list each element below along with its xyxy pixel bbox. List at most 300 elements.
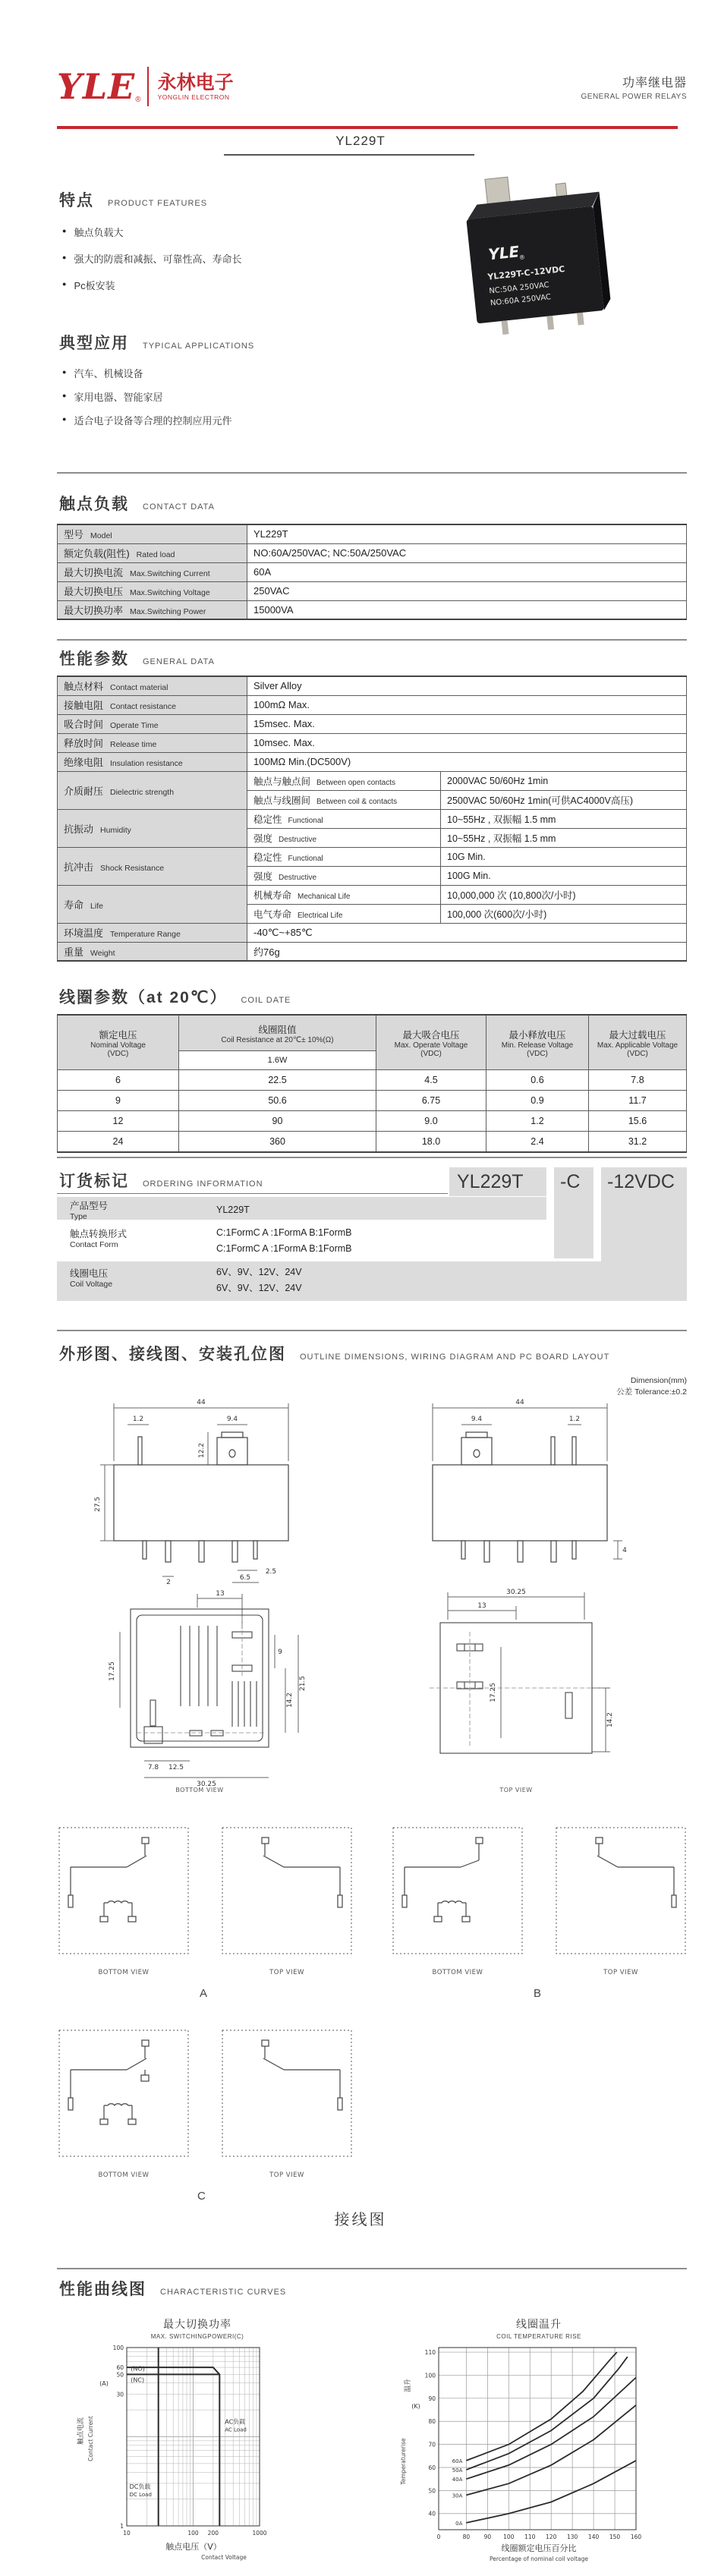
dim-bottom-1: 7.8 bbox=[147, 1764, 159, 1771]
outline-top-view bbox=[402, 1586, 630, 1793]
row-value: 100G Min. bbox=[441, 866, 687, 885]
relay-outline-shapes bbox=[433, 1432, 607, 1562]
row-label-zh: 型号 bbox=[64, 529, 84, 541]
x-axis-label-zh: 触点电压（V） bbox=[165, 2542, 222, 2552]
logo-text: YLE bbox=[57, 66, 136, 107]
feature-text: 强大的防震和减振、可靠性高、寿命长 bbox=[74, 254, 242, 265]
table-row bbox=[58, 562, 687, 581]
row-label-zh: 额定负载(阻性) bbox=[64, 548, 130, 559]
relay-bottom-pin bbox=[577, 313, 584, 326]
row-value: 2000VAC 50/60Hz 1min bbox=[441, 771, 687, 790]
table-row bbox=[58, 1132, 687, 1153]
wiring-group-letter-a: A bbox=[200, 1987, 208, 2000]
ordering-value-voltage bbox=[216, 1264, 302, 1296]
col-header-zh: 最小释放电压 bbox=[508, 1029, 566, 1041]
row-value: 250VAC bbox=[247, 581, 687, 600]
table-row bbox=[58, 581, 687, 600]
general-data-table bbox=[57, 675, 687, 962]
x-tick-label: 0 bbox=[436, 2533, 441, 2540]
series-label: 0A bbox=[455, 2520, 463, 2527]
ordering-label-zh: 触点转换形式 bbox=[70, 1229, 128, 1239]
row-label-en: Max.Switching Power bbox=[130, 606, 206, 616]
chart-title-zh: 最大切换功率 bbox=[163, 2318, 231, 2330]
coil-temperature-rise-plot bbox=[395, 2340, 683, 2568]
brand-name-en: YONGLIN ELECTRON bbox=[157, 93, 230, 101]
list-item bbox=[62, 389, 231, 404]
sub-label-en: Functional bbox=[288, 816, 323, 825]
ordering-label-zh: 产品型号 bbox=[70, 1201, 109, 1211]
wiring-a-bottom bbox=[57, 1825, 190, 1985]
list-item bbox=[62, 413, 231, 427]
cell-max-v: 15.6 bbox=[589, 1111, 687, 1132]
applications-heading-en: TYPICAL APPLICATIONS bbox=[143, 342, 255, 351]
table-row bbox=[58, 714, 687, 733]
cell-operate-v: 9.0 bbox=[376, 1111, 486, 1132]
sub-label-zh: 触点与触点间 bbox=[253, 776, 311, 787]
view-label: TOP VIEW bbox=[499, 1787, 533, 1793]
coil-power-subheader: 1.6W bbox=[179, 1051, 376, 1070]
dim-pin-small: 1.2 bbox=[568, 1416, 581, 1423]
ordering-code-voltage: -12VDC bbox=[607, 1171, 675, 1192]
coil-data-table bbox=[57, 1014, 687, 1153]
row-label-en: Insulation resistance bbox=[110, 759, 183, 768]
sub-label-zh: 电气寿命 bbox=[253, 909, 292, 920]
view-label: BOTTOM VIEW bbox=[175, 1787, 224, 1793]
cell-operate-v: 6.75 bbox=[376, 1091, 486, 1111]
x-axis-label-en: Contact Voltage bbox=[201, 2554, 247, 2561]
row-label-en: Contact resistance bbox=[110, 702, 176, 711]
x-tick-label: 110 bbox=[524, 2533, 536, 2540]
list-item bbox=[62, 278, 241, 292]
list-item bbox=[62, 225, 241, 239]
sub-label-en: Electrical Life bbox=[298, 911, 343, 920]
row-value: 60A bbox=[247, 562, 687, 581]
plot-annotation: (NC) bbox=[131, 2376, 145, 2384]
dim-pin-width: 2.5 bbox=[265, 1568, 277, 1576]
view-label: BOTTOM VIEW bbox=[98, 2171, 150, 2179]
row-label-zh: 绝缘电阻 bbox=[64, 757, 104, 768]
col-header-unit: (VDC) bbox=[527, 1049, 548, 1058]
col-header-zh: 最大过载电压 bbox=[609, 1029, 666, 1041]
chart-coil-temperature-rise bbox=[395, 2316, 683, 2571]
wiring-c-top bbox=[220, 2028, 354, 2187]
row-value: NO:60A/250VAC; NC:50A/250VAC bbox=[247, 543, 687, 562]
dimension-lines bbox=[100, 1403, 288, 1582]
ordering-value-line: C:1FormC A :1FormA B:1FormB bbox=[216, 1243, 352, 1254]
y-tick-label: 80 bbox=[428, 2418, 436, 2426]
cell-voltage: 9 bbox=[58, 1091, 179, 1111]
sub-label-zh: 强度 bbox=[253, 833, 273, 844]
series-label: 50A bbox=[452, 2467, 463, 2474]
brand-name-zh: 永林电子 bbox=[157, 71, 234, 93]
ordering-label-en: Coil Voltage bbox=[70, 1280, 113, 1289]
category-en: GENERAL POWER RELAYS bbox=[581, 93, 687, 101]
row-label-en: Release time bbox=[110, 740, 157, 749]
row-label-en: Rated load bbox=[136, 550, 175, 559]
y-tick-label: 50 bbox=[428, 2487, 436, 2495]
row-label-en: Weight bbox=[90, 948, 115, 958]
row-value: 100MΩ Min.(DC500V) bbox=[247, 752, 687, 771]
product-category bbox=[581, 73, 687, 101]
photo-nc-rating: NC:50A 250VAC bbox=[488, 281, 550, 296]
sub-label-en: Destructive bbox=[279, 835, 317, 844]
chart-title-en: MAX. SWITCHINGPOWERI(C) bbox=[150, 2333, 244, 2340]
row-label-zh: 接触电阻 bbox=[64, 700, 104, 711]
x-tick-label: 200 bbox=[207, 2530, 219, 2537]
table-row bbox=[58, 524, 687, 543]
photo-no-rating: NO:60A 250VAC bbox=[490, 293, 552, 308]
ordering-row-voltage-label bbox=[70, 1266, 112, 1289]
ordering-value-line: 6V、9V、12V、24V bbox=[216, 1283, 302, 1293]
bullet-icon: ● bbox=[62, 392, 67, 399]
page-title: YL229T bbox=[335, 134, 386, 148]
sub-label-en: Mechanical Life bbox=[298, 892, 351, 901]
row-value: 15000VA bbox=[247, 600, 687, 619]
y-tick-label: 30 bbox=[116, 2391, 124, 2398]
dim-width: 30.25 bbox=[506, 1589, 526, 1596]
y-axis-label-en: Contact Current bbox=[87, 2416, 94, 2461]
y-axis-label-en: Temperaturerise bbox=[400, 2438, 407, 2485]
row-value: 10~55Hz , 双振幅 1.5 mm bbox=[441, 809, 687, 828]
series-line bbox=[466, 2357, 627, 2470]
cell-voltage: 12 bbox=[58, 1111, 179, 1132]
series-label: 40A bbox=[452, 2477, 463, 2483]
max-switching-power-plot bbox=[72, 2340, 323, 2568]
sub-label-en: Functional bbox=[288, 854, 323, 863]
x-tick-label: 140 bbox=[587, 2533, 600, 2540]
row-value: 10,000,000 次 (10,800次/小时) bbox=[441, 885, 687, 904]
dim-pin-span: 6.5 bbox=[239, 1574, 251, 1582]
outline-bottom-view bbox=[83, 1586, 311, 1793]
col-header-zh: 线圈阻值 bbox=[258, 1024, 297, 1035]
row-label-en: Temperature Range bbox=[110, 930, 181, 939]
sub-label-zh: 稳定性 bbox=[253, 852, 282, 863]
dimension-note-line1: Dimension(mm) bbox=[630, 1376, 687, 1385]
plot-annotation: DC负载 bbox=[129, 2483, 151, 2491]
cell-release-v: 0.6 bbox=[486, 1070, 589, 1091]
wiring-box-border bbox=[556, 1828, 685, 1954]
row-label-en: Life bbox=[90, 901, 103, 911]
ordering-row-type-label bbox=[70, 1198, 108, 1221]
chart-max-switching-power bbox=[72, 2316, 323, 2571]
wiring-c-bottom bbox=[57, 2028, 190, 2187]
dim-right-2: 14.2 bbox=[286, 1692, 294, 1708]
bullet-icon: ● bbox=[62, 280, 67, 288]
wiring-box-border bbox=[59, 1828, 188, 1954]
logo-yle-icon bbox=[57, 66, 141, 107]
sub-label-en: Between coil & contacts bbox=[316, 797, 398, 806]
contact-data-heading-en: CONTACT DATA bbox=[143, 502, 215, 512]
table-row bbox=[58, 1091, 687, 1111]
row-label-zh: 释放时间 bbox=[64, 738, 104, 749]
section-rule bbox=[57, 2268, 687, 2269]
outline-heading-zh: 外形图、接线图、安装孔位图 bbox=[59, 1346, 286, 1363]
x-tick-label: 160 bbox=[630, 2533, 642, 2540]
dimension-lines bbox=[448, 1592, 610, 1752]
center-lines bbox=[430, 1632, 603, 1746]
wiring-a-top bbox=[220, 1825, 354, 1985]
row-label-en: Shock Resistance bbox=[100, 863, 165, 873]
ordering-label-en: Contact Form bbox=[70, 1240, 118, 1249]
dimension-note-line2: 公差 Tolerance:±0.2 bbox=[616, 1387, 687, 1397]
cell-max-v: 31.2 bbox=[589, 1132, 687, 1153]
ordering-heading-rule bbox=[57, 1193, 448, 1194]
row-label-zh: 介质耐压 bbox=[64, 785, 104, 797]
view-label: TOP VIEW bbox=[269, 2171, 304, 2179]
table-row bbox=[58, 1111, 687, 1132]
series-label: 60A bbox=[452, 2458, 463, 2464]
product-photo bbox=[450, 165, 621, 342]
dim-right: 14.2 bbox=[606, 1712, 614, 1728]
section-rule bbox=[57, 1330, 687, 1331]
y-tick-label: 1 bbox=[120, 2523, 124, 2530]
dim-pin-small: 1.2 bbox=[132, 1416, 144, 1423]
plot-annotation: (NO) bbox=[131, 2365, 145, 2373]
y-axis-label-zh: 温升 bbox=[405, 2378, 412, 2393]
bullet-icon: ● bbox=[62, 254, 67, 261]
brand-block bbox=[158, 72, 234, 101]
row-value: Silver Alloy bbox=[247, 676, 687, 695]
y-tick-label: 60 bbox=[428, 2464, 436, 2471]
pcb-layout-shapes bbox=[131, 1609, 269, 1747]
col-header-en: Nominal Voltage bbox=[90, 1041, 146, 1050]
cell-release-v: 0.9 bbox=[486, 1091, 589, 1111]
application-text: 适合电子设备等合理的控制应用元件 bbox=[74, 415, 232, 427]
dimension-texts bbox=[477, 1589, 614, 1727]
section-curves-heading bbox=[59, 2277, 286, 2300]
category-zh: 功率继电器 bbox=[622, 77, 687, 90]
bullet-icon: ● bbox=[62, 415, 67, 423]
photo-registered-mark: ® bbox=[518, 254, 526, 262]
table-row bbox=[58, 809, 687, 828]
cell-operate-v: 18.0 bbox=[376, 1132, 486, 1153]
y-axis-label-zh: 触点电流 bbox=[77, 2417, 85, 2445]
cell-resistance: 50.6 bbox=[179, 1091, 376, 1111]
dim-right-3: 21.5 bbox=[299, 1675, 307, 1692]
x-tick-label: 130 bbox=[566, 2533, 578, 2540]
cell-resistance: 22.5 bbox=[179, 1070, 376, 1091]
table-row bbox=[58, 1070, 687, 1091]
dim-width: 44 bbox=[515, 1399, 524, 1406]
dim-top: 13 bbox=[216, 1590, 225, 1598]
features-heading-en: PRODUCT FEATURES bbox=[108, 199, 208, 208]
row-value: 100,000 次(600次/小时) bbox=[441, 904, 687, 923]
table-row bbox=[58, 847, 687, 866]
row-label-zh: 吸合时间 bbox=[64, 719, 104, 730]
registered-mark: ® bbox=[135, 96, 141, 104]
form-c-schematic bbox=[68, 2040, 149, 2124]
row-label-en: Max.Switching Voltage bbox=[130, 588, 210, 597]
x-axis-label-zh: 线圈额定电压百分比 bbox=[501, 2543, 577, 2553]
bullet-icon: ● bbox=[62, 227, 67, 235]
list-item bbox=[62, 366, 231, 380]
row-label-zh: 抗冲击 bbox=[64, 861, 94, 873]
col-header-en: Coil Resistance at 20℃± 10%(Ω) bbox=[221, 1035, 334, 1044]
cell-release-v: 2.4 bbox=[486, 1132, 589, 1153]
row-value: -40℃~+85℃ bbox=[247, 923, 687, 942]
section-general-data-heading bbox=[59, 647, 215, 669]
view-label: BOTTOM VIEW bbox=[432, 1969, 483, 1976]
table-row bbox=[58, 942, 687, 961]
table-row bbox=[58, 676, 687, 695]
table-row bbox=[58, 733, 687, 752]
wiring-b-bottom bbox=[391, 1825, 524, 1985]
dim-width: 44 bbox=[197, 1399, 206, 1406]
section-coil-data-heading bbox=[59, 985, 291, 1008]
row-value: 2500VAC 50/60Hz 1min(可供AC4000V高压) bbox=[441, 790, 687, 809]
sub-label-zh: 触点与线圈间 bbox=[253, 795, 311, 806]
series-label: 30A bbox=[452, 2493, 463, 2499]
header-rule bbox=[57, 126, 678, 129]
table-row bbox=[58, 885, 687, 904]
wiring-box-border bbox=[222, 1828, 351, 1954]
curves-heading-en: CHARACTERISTIC CURVES bbox=[160, 2288, 287, 2297]
coil-data-heading-zh: 线圈参数（at 20℃） bbox=[59, 989, 228, 1006]
feature-text: Pc板安装 bbox=[74, 280, 115, 291]
dim-bottom-3: 30.25 bbox=[197, 1781, 216, 1788]
col-header-en: Max. Applicable Voltage bbox=[597, 1041, 678, 1050]
ordering-heading-en: ORDERING INFORMATION bbox=[143, 1179, 263, 1189]
table-row bbox=[58, 771, 687, 790]
row-label-zh: 最大切换电压 bbox=[64, 586, 124, 597]
dim-pin-length: 4 bbox=[622, 1547, 627, 1554]
y-axis-unit: (K) bbox=[411, 2403, 420, 2410]
col-header-unit: (VDC) bbox=[107, 1049, 129, 1058]
wiring-group-letter-c: C bbox=[197, 2190, 206, 2203]
wiring-b-top bbox=[554, 1825, 688, 1985]
cell-operate-v: 4.5 bbox=[376, 1070, 486, 1091]
dim-body-height: 27.5 bbox=[94, 1496, 102, 1513]
row-label-zh: 触点材料 bbox=[64, 681, 104, 693]
col-header-zh: 额定电压 bbox=[99, 1029, 137, 1041]
x-tick-label: 90 bbox=[483, 2533, 492, 2540]
section-outline-heading bbox=[59, 1342, 609, 1365]
col-header-zh: 最大吸合电压 bbox=[402, 1029, 460, 1041]
col-header-en: Max. Operate Voltage bbox=[394, 1041, 468, 1050]
view-label: TOP VIEW bbox=[269, 1969, 304, 1976]
sub-label-en: Destructive bbox=[279, 873, 317, 882]
x-tick-label: 80 bbox=[462, 2533, 471, 2540]
y-axis-unit: (A) bbox=[99, 2380, 109, 2387]
sub-label-en: Between open contacts bbox=[316, 778, 395, 787]
view-label: BOTTOM VIEW bbox=[98, 1969, 150, 1976]
view-label: TOP VIEW bbox=[603, 1969, 638, 1976]
relay-photo-body bbox=[462, 168, 613, 337]
wiring-box-border bbox=[393, 1828, 522, 1954]
sub-label-zh: 稳定性 bbox=[253, 814, 282, 825]
y-tick-label: 60 bbox=[116, 2364, 124, 2372]
ordering-label-zh: 线圈电压 bbox=[70, 1268, 109, 1279]
ordering-value-form bbox=[216, 1225, 352, 1257]
row-label-en: Operate Time bbox=[110, 721, 159, 730]
outline-front-view-right bbox=[402, 1393, 630, 1586]
row-label-zh: 寿命 bbox=[64, 899, 84, 911]
dimension-texts bbox=[94, 1399, 276, 1586]
general-data-heading-zh: 性能参数 bbox=[59, 650, 129, 668]
wiring-group-letter-b: B bbox=[534, 1987, 542, 2000]
wiring-box-border bbox=[222, 2030, 351, 2156]
section-rule bbox=[57, 1157, 687, 1158]
y-tick-label: 100 bbox=[424, 2372, 436, 2379]
row-label-zh: 最大切换电流 bbox=[64, 567, 124, 578]
curves-heading-zh: 性能曲线图 bbox=[59, 2281, 146, 2298]
row-value: 15msec. Max. bbox=[247, 714, 687, 733]
ordering-code-type: YL229T bbox=[457, 1171, 524, 1192]
contact-data-table bbox=[57, 524, 687, 620]
row-value: YL229T bbox=[247, 524, 687, 543]
dim-pin-blade: 9.4 bbox=[471, 1416, 483, 1423]
general-data-heading-en: GENERAL DATA bbox=[143, 657, 215, 666]
chart-title-en: COIL TEMPERATURE RISE bbox=[496, 2333, 581, 2340]
cell-resistance: 360 bbox=[179, 1132, 376, 1153]
ordering-code-form: -C bbox=[560, 1171, 581, 1192]
form-b-schematic bbox=[402, 1838, 483, 1922]
col-header-unit: (VDC) bbox=[420, 1049, 442, 1058]
ordering-value-type: YL229T bbox=[216, 1205, 250, 1215]
ordering-heading-zh: 订货标记 bbox=[59, 1173, 129, 1190]
row-label-en: Max.Switching Current bbox=[130, 569, 210, 578]
section-ordering-heading bbox=[59, 1169, 263, 1192]
sub-label-zh: 机械寿命 bbox=[253, 890, 292, 901]
plot-annotation: AC Load bbox=[225, 2426, 247, 2433]
row-value: 10G Min. bbox=[441, 847, 687, 866]
x-tick-label: 100 bbox=[187, 2530, 199, 2537]
table-row bbox=[58, 543, 687, 562]
table-row bbox=[58, 695, 687, 714]
feature-text: 触点负载大 bbox=[74, 227, 124, 238]
row-label-en: Dielectric strength bbox=[110, 787, 175, 797]
outline-heading-en: OUTLINE DIMENSIONS, WIRING DIAGRAM AND PC BOARD LAYOUT bbox=[300, 1353, 610, 1362]
row-label-en: Contact material bbox=[110, 683, 168, 693]
section-rule bbox=[57, 472, 687, 474]
row-value: 约76g bbox=[247, 942, 687, 961]
relay-front-face bbox=[466, 206, 604, 324]
applications-list bbox=[62, 366, 231, 436]
bullet-icon: ● bbox=[62, 368, 67, 376]
application-text: 家用电器、智能家居 bbox=[74, 392, 163, 403]
cell-resistance: 90 bbox=[179, 1111, 376, 1132]
chart-title-zh: 线圈温升 bbox=[516, 2318, 562, 2330]
cell-voltage: 6 bbox=[58, 1070, 179, 1091]
cell-max-v: 7.8 bbox=[589, 1070, 687, 1091]
x-tick-label: 100 bbox=[503, 2533, 515, 2540]
dimension-texts bbox=[471, 1399, 627, 1554]
plot-annotation: DC Load bbox=[129, 2492, 152, 2499]
row-label-zh: 环境温度 bbox=[64, 927, 104, 939]
table-header-row bbox=[58, 1015, 687, 1051]
photo-logo-text: YLE bbox=[487, 242, 521, 264]
dim-height: 17.25 bbox=[490, 1683, 497, 1702]
section-applications-heading bbox=[59, 331, 254, 354]
dim-bottom-2: 12.5 bbox=[168, 1764, 184, 1771]
row-label-zh: 重量 bbox=[64, 946, 84, 958]
x-tick-label: 10 bbox=[123, 2530, 131, 2537]
wiring-box-border bbox=[59, 2030, 188, 2156]
wiring-caption: 接线图 bbox=[334, 2212, 387, 2228]
y-tick-label: 70 bbox=[428, 2441, 436, 2448]
ordering-row-bg-type bbox=[57, 1197, 546, 1220]
logo-divider bbox=[147, 67, 149, 106]
relay-bottom-pin bbox=[502, 320, 509, 335]
col-header-unit: (VDC) bbox=[627, 1049, 648, 1058]
form-a-schematic bbox=[68, 1838, 149, 1922]
features-list bbox=[62, 225, 241, 304]
dim-pin-gap: 2 bbox=[166, 1579, 171, 1586]
form-a-schematic bbox=[262, 1838, 342, 1907]
dim-left: 17.25 bbox=[109, 1661, 116, 1681]
application-text: 汽车、机械设备 bbox=[74, 368, 143, 379]
list-item bbox=[62, 251, 241, 266]
